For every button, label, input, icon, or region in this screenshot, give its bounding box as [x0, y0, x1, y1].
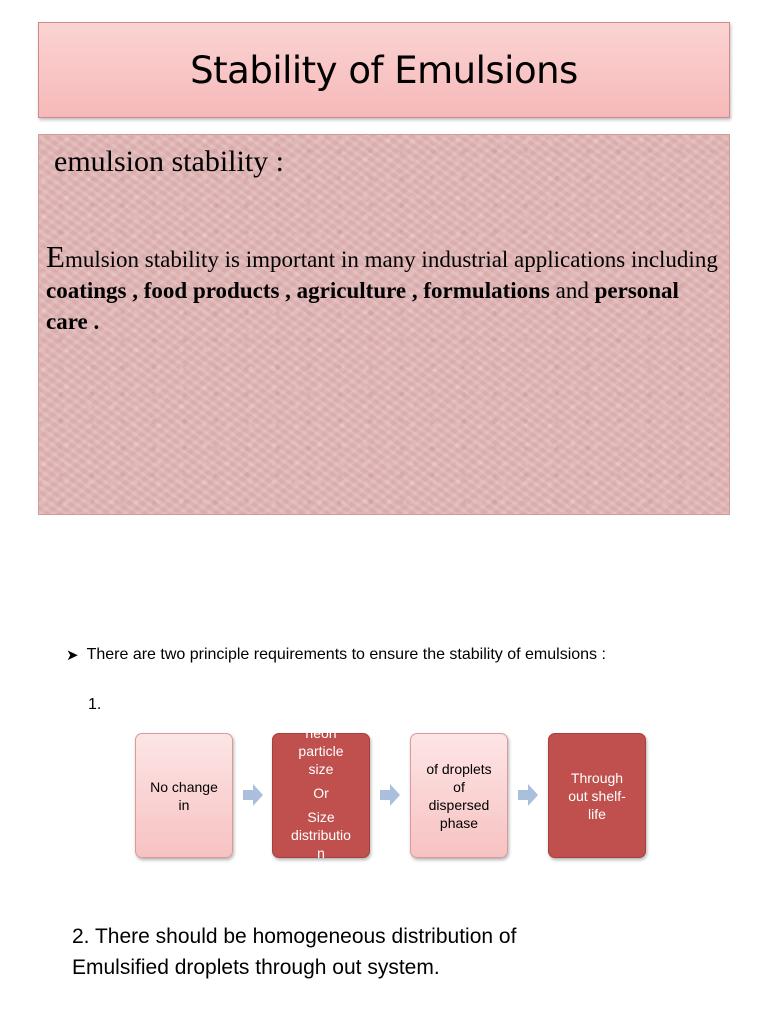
dropcap: E	[46, 239, 65, 274]
flow-box-1	[135, 733, 233, 858]
slide-title-box	[38, 22, 730, 118]
bullet-item	[66, 646, 606, 664]
paragraph-text-1: mulsion stability is important in many industrial applications including	[64, 247, 718, 272]
item-number-1: 1.	[88, 696, 102, 713]
paragraph-text-2: and	[549, 278, 595, 303]
flow-box-3-line: of	[453, 778, 465, 795]
flow-box-4	[548, 733, 646, 858]
flow-box-2-line: size	[308, 760, 334, 777]
flow-box-3-line: of droplets	[426, 760, 492, 777]
subheading: emulsion stability :	[54, 145, 284, 178]
flow-box-4-line: out shelf-	[568, 787, 626, 804]
paragraph-bold-2: personal care .	[46, 278, 679, 334]
slide-title: Stability of Emulsions	[190, 48, 578, 92]
content-box	[38, 134, 730, 515]
flow-box-2-line: distributio	[291, 826, 351, 843]
flow-arrow-icon	[243, 784, 263, 806]
paragraph-bold-1: coatings , food products , agriculture , formulations	[46, 278, 550, 303]
arrowhead-bullet-icon: ➤	[66, 647, 79, 664]
requirement-2-line-1: 2. There should be homogeneous distribution of	[72, 925, 517, 948]
flow-box-1-line: in	[178, 796, 190, 813]
intro-paragraph	[46, 241, 726, 337]
bullet-text: There are two principle requirements to ensure the stability of emulsions :	[86, 646, 606, 663]
requirement-2-line-2: Emulsified droplets through out system.	[72, 956, 440, 979]
flow-box-2-line: neon	[305, 724, 337, 741]
flow-box-2	[272, 724, 370, 861]
requirement-2	[72, 921, 732, 983]
flow-box-3	[410, 733, 508, 858]
flow-box-1-line: No change	[150, 778, 218, 795]
flow-box-4-line: Through	[570, 769, 624, 786]
flow-box-2-line: n	[317, 844, 325, 861]
flow-box-2-line: Size	[307, 808, 335, 825]
flow-box-3-line: phase	[439, 814, 479, 831]
flow-box-2-line: particle	[298, 742, 344, 759]
flow-box-2-line: Or	[313, 784, 329, 801]
flow-box-3-line: dispersed	[428, 796, 490, 813]
flow-arrow-icon	[518, 784, 538, 806]
flow-box-4-line: life	[588, 805, 606, 822]
flow-arrow-icon	[380, 784, 400, 806]
